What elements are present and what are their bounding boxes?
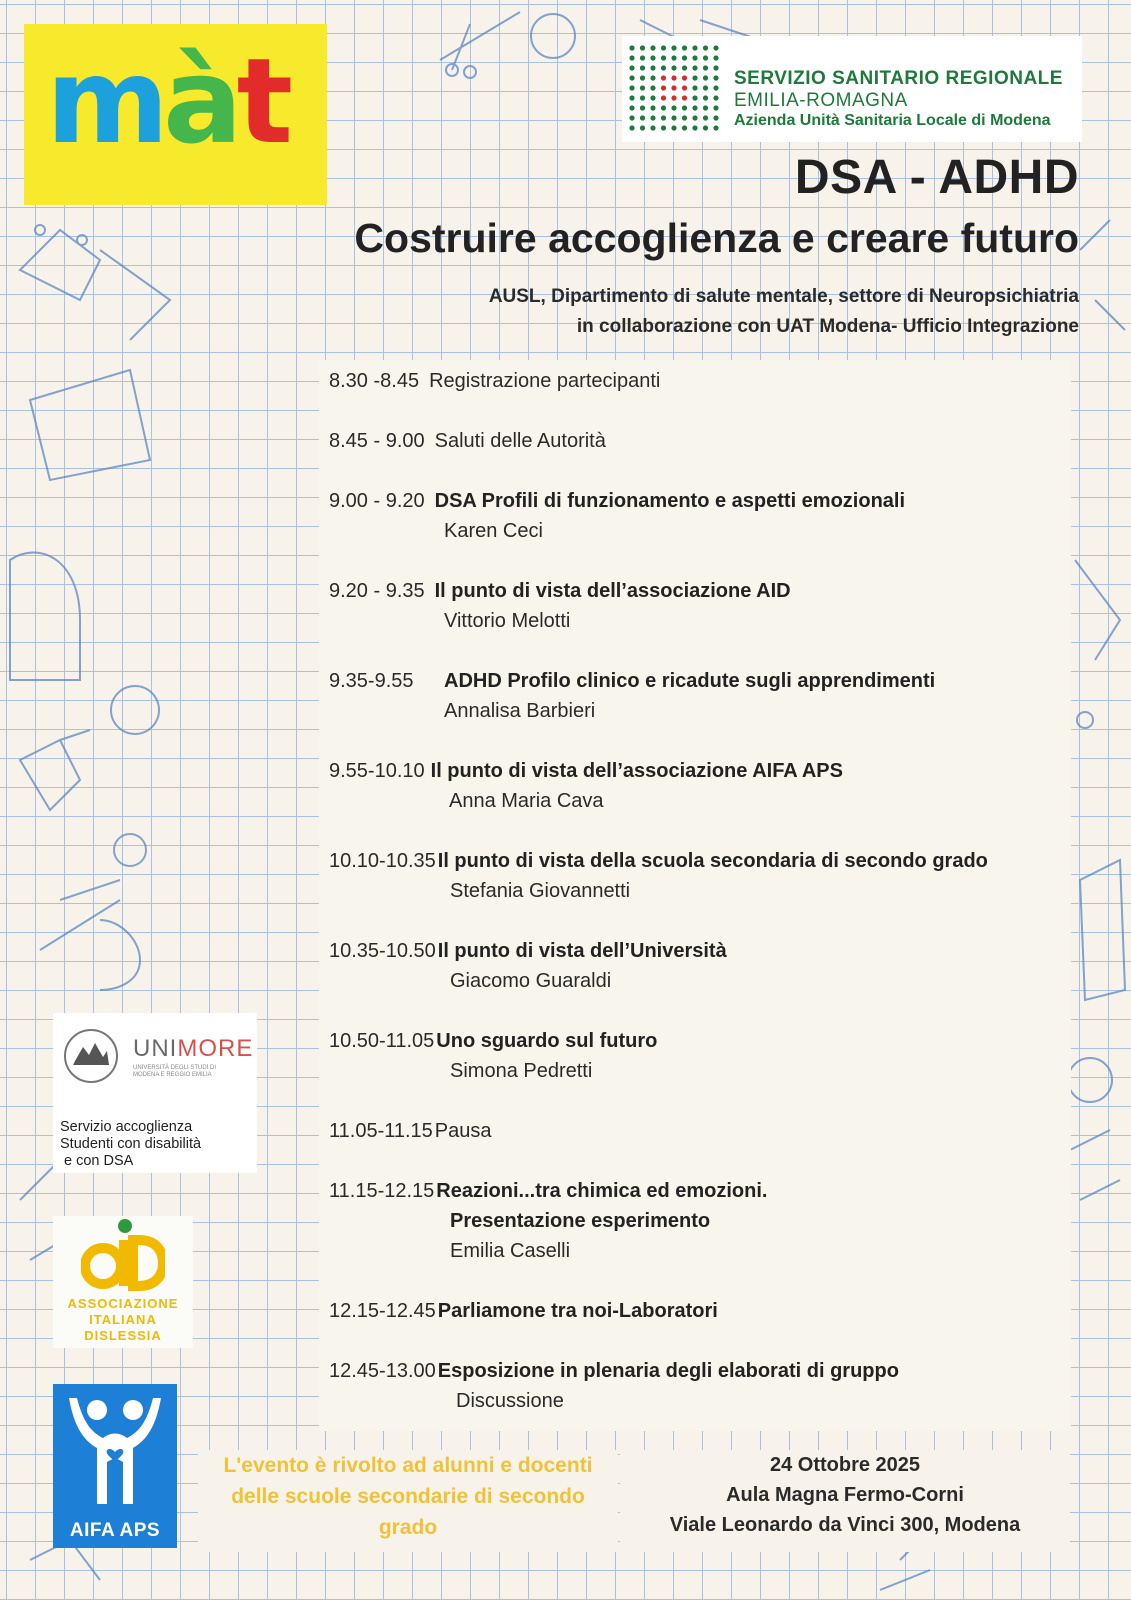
ssr-dot: [703, 65, 708, 70]
ssr-dot: [682, 45, 687, 50]
aifa-label: AIFA APS: [69, 1520, 161, 1541]
unimore-seal-icon: [59, 1027, 123, 1085]
organizer-info: [489, 282, 1079, 342]
organizer-line2: in collaborazione con UAT Modena- Ufficio Integrazione: [576, 316, 1079, 337]
aifa-figures-icon: [61, 1392, 169, 1510]
ssr-dot: [650, 115, 655, 120]
ssr-dot: [692, 45, 697, 50]
program-time: 8.45 - 9.00: [329, 430, 425, 452]
ssr-dot: [671, 115, 676, 120]
ssr-dot: [650, 55, 655, 60]
program-title: Il punto di vista della scuola secondaria di secondo grado: [437, 850, 988, 872]
program-title: Pausa: [434, 1120, 492, 1142]
ssr-dot: [703, 105, 708, 110]
unimore-service-line2: Studenti con disabilità: [60, 1136, 202, 1152]
program-item: [329, 756, 843, 816]
unimore-name: [133, 1035, 253, 1063]
ssr-dot: [713, 95, 718, 100]
program-time: 9.55-10.10: [329, 760, 425, 782]
program-time: 11.05-11.15: [329, 1120, 433, 1142]
mat-logo-t: t: [236, 32, 288, 170]
ssr-dot: [703, 75, 708, 80]
page-title: DSA - ADHD: [794, 151, 1079, 204]
ssr-dot: [640, 95, 645, 100]
ssr-dot: [671, 125, 676, 130]
unimore-name-part1: UNI: [133, 1035, 178, 1062]
ssr-dot: [640, 65, 645, 70]
audience-line3: grado: [378, 1516, 438, 1539]
program-title: DSA Profili di funzionamento e aspetti emozionali: [434, 490, 906, 512]
ssr-dot: [661, 55, 666, 60]
ssr-dot: [671, 75, 676, 80]
ssr-dot: [629, 115, 634, 120]
audience-note: [198, 1450, 618, 1552]
program-item: [329, 846, 988, 906]
ssr-dot: [692, 105, 697, 110]
program-item: [329, 1356, 899, 1416]
program-title: Il punto di vista dell’Università: [437, 940, 727, 962]
ssr-dot: [703, 85, 708, 90]
program-title: Il punto di vista dell’associazione AIFA APS: [430, 760, 843, 782]
program-item: [329, 576, 791, 636]
ssr-dot: [671, 45, 676, 50]
ssr-dot: [661, 75, 666, 80]
ssr-dot: [671, 95, 676, 100]
aid-line2: ITALIANA: [89, 1312, 157, 1327]
ssr-dot: [640, 85, 645, 90]
mat-logo-letters: [46, 32, 288, 170]
program-speaker: Discussione: [456, 1390, 564, 1412]
program-time: 10.35-10.50: [329, 940, 436, 962]
ssr-dot: [682, 115, 687, 120]
program-item: [329, 426, 606, 456]
ssr-dot: [682, 85, 687, 90]
ssr-dot: [682, 65, 687, 70]
ssr-dot: [640, 45, 645, 50]
ssr-line3: Azienda Unità Sanitaria Locale di Modena: [734, 111, 1051, 129]
program-time: 10.10-10.35: [329, 850, 436, 872]
ssr-dot: [661, 65, 666, 70]
program-title: Esposizione in plenaria degli elaborati di gruppo: [437, 1360, 899, 1382]
program-time: 9.20 - 9.35: [329, 580, 425, 602]
ssr-dot: [650, 95, 655, 100]
program-item: [329, 1026, 657, 1086]
ssr-dot: [671, 65, 676, 70]
program-title: Saluti delle Autorità: [434, 430, 606, 452]
ssr-dot: [661, 95, 666, 100]
ssr-dot: [682, 125, 687, 130]
program-title: ADHD Profilo clinico e ricadute sugli apprendimenti: [444, 670, 936, 692]
aid-line3: DISLESSIA: [84, 1328, 162, 1343]
program-speaker: Simona Pedretti: [450, 1060, 593, 1082]
ssr-dot: [650, 75, 655, 80]
program-title-line2: Presentazione esperimento: [450, 1210, 711, 1232]
ssr-dot: [661, 125, 666, 130]
organizer-line1: AUSL, Dipartimento di salute mentale, settore di Neuropsichiatria: [488, 286, 1079, 307]
program-speaker: Anna Maria Cava: [449, 790, 604, 812]
ssr-dots-icon: [626, 42, 722, 134]
ssr-dot: [703, 95, 708, 100]
ssr-dot: [692, 125, 697, 130]
audience-line1: L'evento è rivolto ad alunni e docenti: [223, 1454, 593, 1477]
program-speaker: Stefania Giovannetti: [450, 880, 631, 902]
ssr-dot: [650, 85, 655, 90]
event-address: Viale Leonardo da Vinci 300, Modena: [669, 1514, 1021, 1536]
program-title: Registrazione partecipanti: [429, 370, 661, 392]
ssr-dot: [713, 85, 718, 90]
audience-line2: delle scuole secondarie di secondo: [231, 1485, 585, 1508]
ssr-dot: [661, 45, 666, 50]
ssr-dot: [713, 65, 718, 70]
ssr-dot: [650, 125, 655, 130]
ssr-dot: [713, 55, 718, 60]
aifa-logo: [53, 1384, 177, 1548]
program-title: Reazioni...tra chimica ed emozioni.: [436, 1180, 768, 1202]
aid-symbol-icon: [81, 1218, 165, 1292]
ssr-dot: [713, 115, 718, 120]
program-time: 10.50-11.05: [329, 1030, 435, 1052]
program-speaker: Annalisa Barbieri: [444, 700, 596, 722]
ssr-dot: [671, 55, 676, 60]
aid-line1: ASSOCIAZIONE: [67, 1296, 179, 1311]
mat-logo-m: m: [46, 32, 163, 170]
ssr-dot: [692, 115, 697, 120]
ssr-dot: [703, 125, 708, 130]
program-time: 12.15-12.45: [329, 1300, 436, 1322]
program-time: 12.45-13.00: [329, 1360, 436, 1382]
ssr-line2: EMILIA-ROMAGNA: [734, 89, 908, 111]
program-item: [329, 666, 935, 726]
ssr-dot: [661, 85, 666, 90]
mat-logo-a: à: [162, 32, 237, 170]
ssr-dot: [713, 105, 718, 110]
ssr-dot: [629, 65, 634, 70]
ssr-dot: [682, 95, 687, 100]
program-item: [329, 936, 727, 996]
ssr-dot: [650, 65, 655, 70]
aid-text: [53, 1296, 193, 1344]
program-time: 9.00 - 9.20: [329, 490, 425, 512]
ssr-dot: [692, 95, 697, 100]
ssr-dot: [640, 55, 645, 60]
mat-logo: [24, 24, 327, 205]
ssr-dot: [671, 85, 676, 90]
ssr-dot: [682, 75, 687, 80]
program-item: [329, 366, 660, 396]
unimore-service-line3: e con DSA: [64, 1153, 134, 1169]
ssr-dot: [703, 55, 708, 60]
program-speaker: Giacomo Guaraldi: [450, 970, 612, 992]
ssr-dot: [640, 125, 645, 130]
program-item: [329, 486, 905, 546]
event-date: 24 Ottobre 2025: [769, 1454, 921, 1476]
program-speaker: Emilia Caselli: [450, 1240, 571, 1262]
ssr-dot: [629, 125, 634, 130]
unimore-university-text: UNIVERSITÀ DEGLI STUDI DI MODENA E REGGIO EMILIA: [133, 1065, 217, 1078]
program-speaker: Vittorio Melotti: [444, 610, 571, 632]
program-item: [329, 1176, 767, 1266]
ssr-dot: [629, 75, 634, 80]
ssr-dot: [640, 105, 645, 110]
ssr-dot: [713, 125, 718, 130]
ssr-dot: [640, 115, 645, 120]
ssr-dot: [629, 85, 634, 90]
ssr-dot: [692, 55, 697, 60]
unimore-name-part2: MORE: [177, 1035, 254, 1062]
ssr-dot: [703, 115, 708, 120]
program-panel: [319, 360, 1071, 1431]
unimore-service-line1: Servizio accoglienza: [60, 1119, 193, 1135]
ssr-line1: SERVIZIO SANITARIO REGIONALE: [734, 68, 1063, 89]
program-item: [329, 1296, 718, 1326]
unimore-logo: [53, 1013, 257, 1173]
ssr-dot: [692, 75, 697, 80]
ssr-dot: [692, 65, 697, 70]
ssr-dot: [682, 105, 687, 110]
program-time: 9.35-9.55: [329, 670, 414, 692]
ssr-dot: [692, 85, 697, 90]
ssr-dot: [661, 115, 666, 120]
program-title: Il punto di vista dell’associazione AID: [434, 580, 791, 602]
ssr-dot: [650, 105, 655, 110]
event-details: [620, 1450, 1070, 1552]
program-time: 8.30 -8.45: [329, 370, 420, 392]
ssr-dot: [713, 75, 718, 80]
ssr-dot: [661, 105, 666, 110]
ssr-logo: [622, 36, 1082, 142]
program-item: [329, 1116, 492, 1146]
page-subtitle: Costruire accoglienza e creare futuro: [354, 215, 1079, 261]
program-title: Parliamone tra noi-Laboratori: [437, 1300, 718, 1322]
ssr-dot: [629, 105, 634, 110]
program-time: 11.15-12.15: [329, 1180, 435, 1202]
ssr-dot: [629, 55, 634, 60]
ssr-dot: [671, 105, 676, 110]
program-title: Uno sguardo sul futuro: [436, 1030, 658, 1052]
ssr-dot: [682, 55, 687, 60]
ssr-dot: [629, 95, 634, 100]
ssr-dot: [640, 75, 645, 80]
aid-logo: [53, 1216, 193, 1348]
ssr-dot: [650, 45, 655, 50]
program-speaker: Karen Ceci: [444, 520, 543, 542]
event-venue: Aula Magna Fermo-Corni: [726, 1484, 964, 1506]
ssr-dot: [703, 45, 708, 50]
ssr-dot: [713, 45, 718, 50]
ssr-text: [734, 68, 1063, 130]
ssr-dot: [629, 45, 634, 50]
unimore-service: [60, 1119, 201, 1170]
